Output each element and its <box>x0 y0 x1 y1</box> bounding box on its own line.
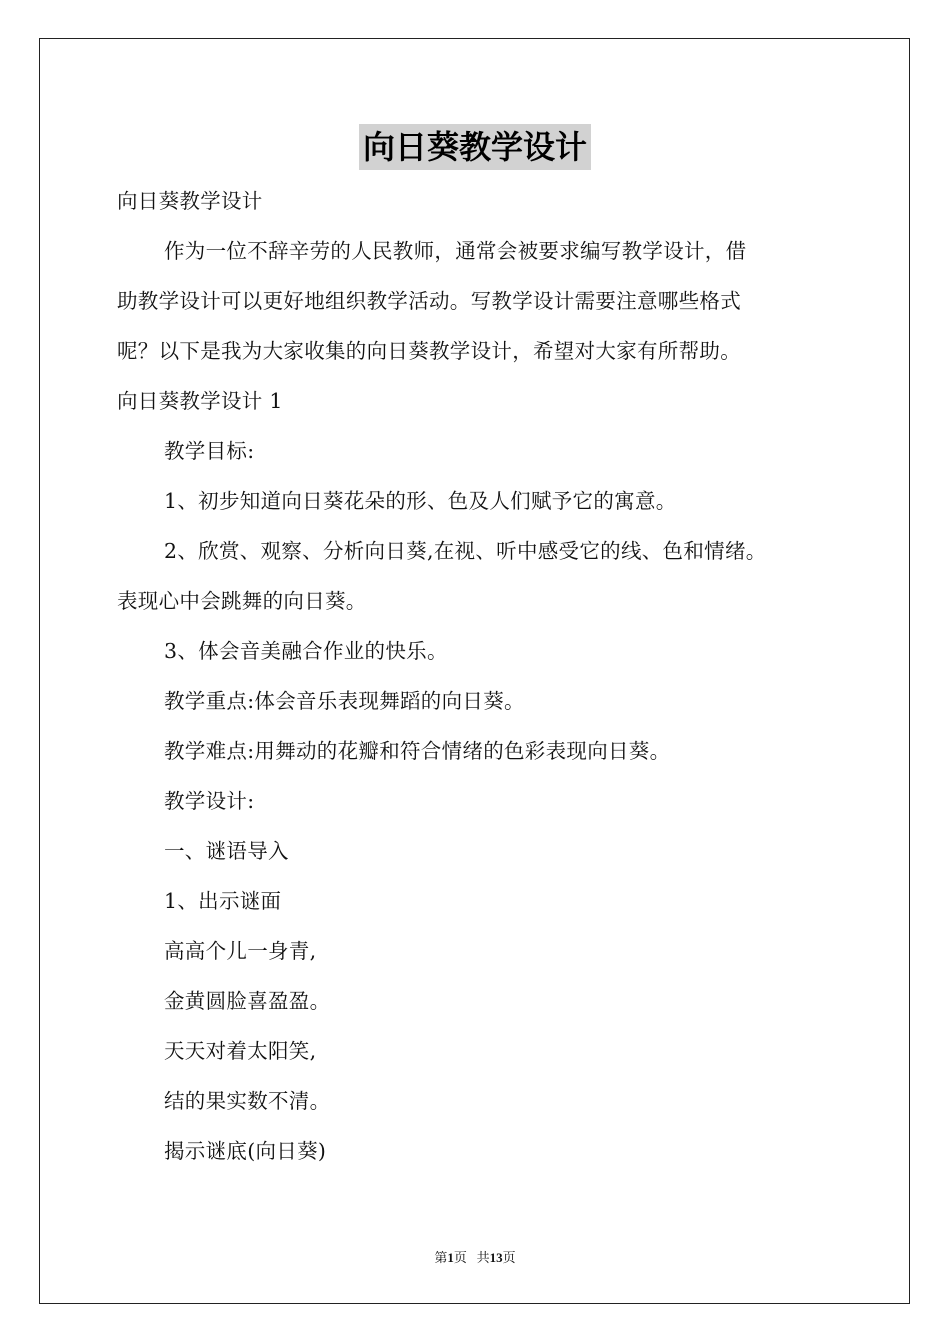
body-line: 向日葵教学设计 <box>117 189 263 213</box>
body-line: 向日葵教学设计 1 <box>117 389 283 413</box>
document-title: 向日葵教学设计 <box>359 124 591 170</box>
body-line: 1、出示谜面 <box>164 889 282 913</box>
footer-page-prefix: 第 <box>434 1250 448 1265</box>
body-line: 教学设计: <box>164 789 255 813</box>
body-line: 天天对着太阳笑, <box>164 1039 317 1063</box>
body-line: 助教学设计可以更好地组织教学活动。写教学设计需要注意哪些格式 <box>117 289 741 313</box>
footer-page-number: 1 <box>447 1250 454 1265</box>
page-footer <box>0 1247 950 1266</box>
title-container <box>0 124 950 170</box>
document-body <box>117 176 862 1176</box>
body-line: 金黄圆脸喜盈盈。 <box>164 989 331 1013</box>
body-line: 1、初步知道向日葵花朵的形、色及人们赋予它的寓意。 <box>164 489 677 513</box>
body-line: 教学难点:用舞动的花瓣和符合情绪的色彩表现向日葵。 <box>164 739 671 763</box>
body-line: 2、欣赏、观察、分析向日葵,在视、听中感受它的线、色和情绪。 <box>164 539 767 563</box>
body-line: 结的果实数不清。 <box>164 1089 331 1113</box>
body-line: 3、体会音美融合作业的快乐。 <box>164 639 448 663</box>
body-line: 作为一位不辞辛劳的人民教师，通常会被要求编写教学设计，借 <box>164 239 747 263</box>
footer-total-pages: 13 <box>489 1250 503 1265</box>
body-line: 呢？以下是我为大家收集的向日葵教学设计，希望对大家有所帮助。 <box>117 339 741 363</box>
body-line: 揭示谜底(向日葵) <box>164 1139 327 1163</box>
footer-page-suffix: 页 <box>453 1250 467 1265</box>
footer-total-prefix: 共 <box>476 1250 490 1265</box>
body-line: 教学目标: <box>164 439 255 463</box>
body-line: 高高个儿一身青, <box>164 939 317 963</box>
body-line: 一、谜语导入 <box>164 839 289 863</box>
body-line: 教学重点:体会音乐表现舞蹈的向日葵。 <box>164 689 525 713</box>
footer-total-suffix: 页 <box>502 1250 516 1265</box>
body-line: 表现心中会跳舞的向日葵。 <box>117 589 367 613</box>
